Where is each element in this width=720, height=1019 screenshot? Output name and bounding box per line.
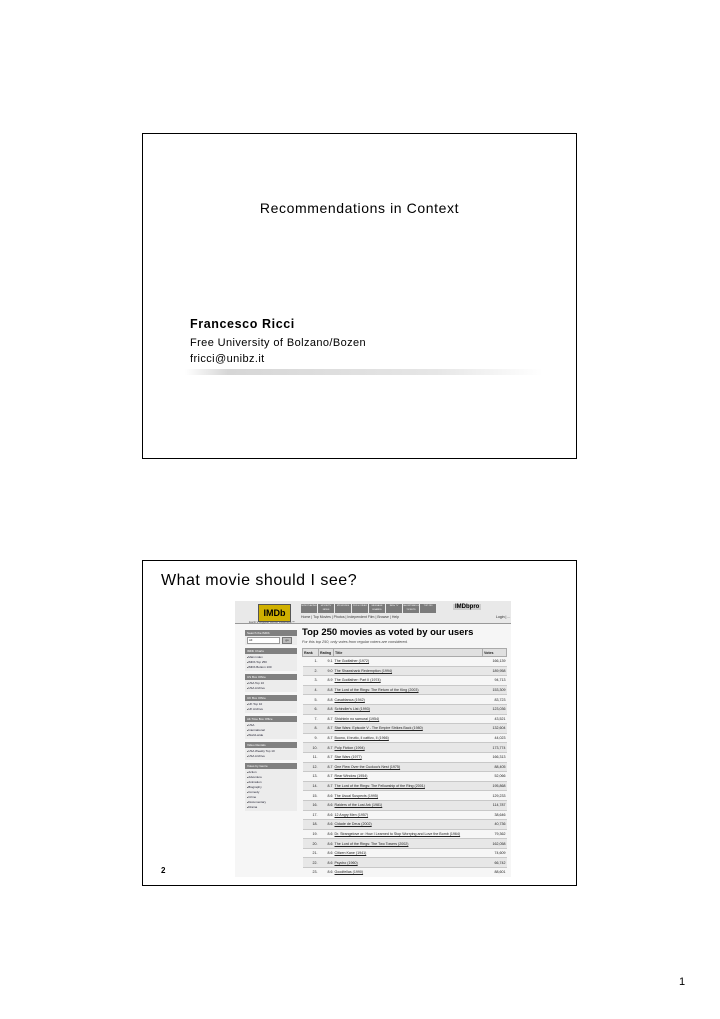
table-row <box>303 791 507 801</box>
rank-cell: 23. <box>303 868 319 877</box>
rank-cell: 12. <box>303 762 319 772</box>
title-cell: Cidade de Deus (2002) <box>334 820 483 830</box>
rank-cell: 3. <box>303 676 319 686</box>
imdb-nav-tab: MESSAGE BOARDS <box>369 604 385 613</box>
votes-cell: 66,742 <box>483 858 507 868</box>
title-cell: The Godfather (1972) <box>334 657 483 667</box>
votes-cell: 166,139 <box>483 657 507 667</box>
rating-cell: 8.7 <box>319 743 334 753</box>
rating-cell: 8.8 <box>319 695 334 705</box>
slide-number: 2 <box>161 866 166 875</box>
rank-cell: 17. <box>303 810 319 820</box>
imdbpro-logo: IMDbpro <box>455 604 480 610</box>
imdb-links-bar: Home | Top Movies | Photos | Independent Film | Browse | Help <box>301 615 400 619</box>
imdb-nav-tab: MOVIE/TV NEWS <box>318 604 334 613</box>
slide-title: What movie should I see? <box>161 572 358 589</box>
rank-cell: 18. <box>303 820 319 830</box>
title-cell: The Lord of the Rings: The Fellowship of the Ring (2001) <box>334 781 483 791</box>
table-body <box>303 657 507 878</box>
rating-cell: 8.6 <box>319 868 334 877</box>
imdb-logo: IMDb <box>258 604 291 622</box>
table-row <box>303 724 507 734</box>
votes-cell: 189,958 <box>483 666 507 676</box>
rank-cell: 4. <box>303 685 319 695</box>
rating-cell: 8.6 <box>319 791 334 801</box>
votes-cell: 40,736 <box>483 820 507 830</box>
imdb-nav-tab: SHOWTIMES & TICKETS <box>403 605 419 611</box>
title-cell: Dr. Strangelove or: How I Learned to Stop Worrying and Love the Bomb (1964) <box>334 829 483 839</box>
email: fricci@unibz.it <box>190 353 265 365</box>
rating-cell: 9.0 <box>319 666 334 676</box>
box-link: ■ USA <box>247 723 295 728</box>
box-link: ■ USA Archive <box>247 686 295 691</box>
rank-cell: 15. <box>303 791 319 801</box>
search-box-header: Search the IMDb <box>245 630 297 636</box>
table-row <box>303 762 507 772</box>
rating-cell: 8.7 <box>319 772 334 782</box>
search-box <box>245 636 297 645</box>
imdb-nav-tab: MY MOVIES <box>335 604 351 613</box>
box-link: ■ IMDb Top 250 <box>247 660 295 665</box>
box-body <box>245 769 297 811</box>
table-row <box>303 714 507 724</box>
top250-subtitle: For this top 250, only votes from regular voters are considered. <box>302 640 408 644</box>
affiliation: Free University of Bolzano/Bozen <box>190 337 367 349</box>
table-row <box>303 820 507 830</box>
title-cell: Star Wars: Episode V - The Empire Strikes Back (1980) <box>334 724 483 734</box>
column-header: Rank <box>303 649 319 657</box>
imdb-nav-tab: DVD & VIDEO <box>352 604 368 613</box>
votes-cell: 195,868 <box>483 781 507 791</box>
box-link: ■ Drama <box>247 805 295 810</box>
votes-cell: 153,309 <box>483 685 507 695</box>
votes-cell: 88,601 <box>483 868 507 877</box>
rank-cell: 20. <box>303 839 319 849</box>
box-link: ■ IMDb Bottom 100 <box>247 665 295 670</box>
votes-cell: 162,058 <box>483 839 507 849</box>
title-cell: Goodfellas (1990) <box>334 868 483 877</box>
votes-cell: 132,604 <box>483 724 507 734</box>
search-go-button: go <box>282 637 292 644</box>
title-cell: Pulp Fiction (1994) <box>334 743 483 753</box>
rating-cell: 8.6 <box>319 839 334 849</box>
table-row <box>303 772 507 782</box>
votes-cell: 83,723 <box>483 695 507 705</box>
table-row <box>303 695 507 705</box>
box-link: ■ World-wide <box>247 733 295 738</box>
page-number: 1 <box>679 976 686 988</box>
box-body <box>245 654 297 671</box>
box-link: ■ Comedy <box>247 790 295 795</box>
rating-cell: 8.7 <box>319 714 334 724</box>
imdb-left-column <box>245 627 297 811</box>
votes-cell: 44,023 <box>483 733 507 743</box>
box-link: ■ Adventure <box>247 775 295 780</box>
rank-cell: 9. <box>303 733 319 743</box>
box-body <box>245 680 297 692</box>
rating-cell: 8.6 <box>319 829 334 839</box>
rating-cell: 8.7 <box>319 733 334 743</box>
title-cell: Schindler's List (1993) <box>334 704 483 714</box>
rank-cell: 1. <box>303 657 319 667</box>
imdb-main <box>302 627 507 877</box>
title-cell: Psycho (1960) <box>334 858 483 868</box>
box-header: IMDb Charts <box>245 648 297 654</box>
title-cell: The Shawshank Redemption (1994) <box>334 666 483 676</box>
imdb-nav-tab: TOP 250 <box>420 604 436 613</box>
rank-cell: 14. <box>303 781 319 791</box>
box-link: ■ USA Top 10 <box>247 681 295 686</box>
rank-cell: 10. <box>303 743 319 753</box>
imdb-screenshot <box>235 601 511 877</box>
table-row <box>303 800 507 810</box>
rating-cell: 8.7 <box>319 724 334 734</box>
rank-cell: 13. <box>303 772 319 782</box>
table-row <box>303 848 507 858</box>
title-cell: Star Wars (1977) <box>334 752 483 762</box>
box-header: All-Time Box Office <box>245 716 297 722</box>
table-row <box>303 676 507 686</box>
imdb-nav-tab: IMDb TV <box>386 604 402 613</box>
rating-cell: 8.6 <box>319 820 334 830</box>
table-row <box>303 868 507 877</box>
table-header-row <box>303 649 507 657</box>
title-cell: The Lord of the Rings: The Return of the King (2003) <box>334 685 483 695</box>
box-link: ■ Biography <box>247 785 295 790</box>
rank-cell: 11. <box>303 752 319 762</box>
title-cell: The Lord of the Rings: The Two Towers (2002) <box>334 839 483 849</box>
rating-cell: 8.6 <box>319 848 334 858</box>
box-link: ■ Documentary <box>247 800 295 805</box>
table-row <box>303 666 507 676</box>
table-row <box>303 733 507 743</box>
rating-cell: 8.7 <box>319 781 334 791</box>
box-link: ■ UK Archive <box>247 707 295 712</box>
rank-cell: 7. <box>303 714 319 724</box>
divider <box>185 369 543 375</box>
imdb-tagline: Earth's Biggest Movie Database™ <box>249 620 295 624</box>
top250-heading: Top 250 movies as voted by our users <box>302 627 474 638</box>
slide-1 <box>142 133 577 459</box>
title-cell: The Usual Suspects (1995) <box>334 791 483 801</box>
top250-table <box>302 648 507 877</box>
box-body <box>245 701 297 713</box>
imdb-top-bar <box>235 601 511 624</box>
table-row <box>303 752 507 762</box>
title-cell: Rear Window (1954) <box>334 772 483 782</box>
box-link: ■ Animation <box>247 780 295 785</box>
table-row <box>303 657 507 667</box>
rank-cell: 6. <box>303 704 319 714</box>
votes-cell: 129,233 <box>483 791 507 801</box>
box-link: ■ International <box>247 728 295 733</box>
box-link: ■ UK Top 10 <box>247 702 295 707</box>
slide-title: Recommendations in Context <box>259 200 460 216</box>
imdb-login-link: Login | ... <box>496 615 511 619</box>
column-header: Title <box>334 649 483 657</box>
box-link: ■ Main index <box>247 655 295 660</box>
rank-cell: 19. <box>303 829 319 839</box>
rank-cell: 2. <box>303 666 319 676</box>
table-row <box>303 743 507 753</box>
box-header: UK Box Office <box>245 695 297 701</box>
box-header: US Box Office <box>245 674 297 680</box>
votes-cell: 43,521 <box>483 714 507 724</box>
title-cell: Buono, il brutto, il cattivo, Il (1966) <box>334 733 483 743</box>
rating-cell: 8.9 <box>319 676 334 686</box>
box-link: ■ USA Archive <box>247 754 295 759</box>
votes-cell: 88,405 <box>483 762 507 772</box>
rank-cell: 5. <box>303 695 319 705</box>
table-row <box>303 858 507 868</box>
box-link: ■ Action <box>247 770 295 775</box>
table-row <box>303 829 507 839</box>
slide-2 <box>142 560 577 886</box>
imdb-nav-tab: NOW PLAYING <box>301 604 317 613</box>
box-link: ■ USA Weekly Top 10 <box>247 749 295 754</box>
title-cell: Shichinin no samurai (1954) <box>334 714 483 724</box>
table-row <box>303 685 507 695</box>
imdb-nav-tabs <box>301 604 436 613</box>
box-body <box>245 722 297 739</box>
rank-cell: 8. <box>303 724 319 734</box>
votes-cell: 79,362 <box>483 829 507 839</box>
box-header: Video Rentals <box>245 742 297 748</box>
votes-cell: 173,774 <box>483 743 507 753</box>
rank-cell: 16. <box>303 800 319 810</box>
title-cell: One Flew Over the Cuckoo's Nest (1975) <box>334 762 483 772</box>
title-cell: Casablanca (1942) <box>334 695 483 705</box>
table-row <box>303 839 507 849</box>
rating-cell: 8.6 <box>319 858 334 868</box>
column-header: Rating <box>319 649 334 657</box>
rating-cell: 8.6 <box>319 810 334 820</box>
votes-cell: 166,313 <box>483 752 507 762</box>
rating-cell: 8.7 <box>319 762 334 772</box>
title-cell: Citizen Kane (1941) <box>334 848 483 858</box>
table-row <box>303 704 507 714</box>
title-cell: 12 Angry Men (1957) <box>334 810 483 820</box>
box-body <box>245 748 297 760</box>
author-name: Francesco Ricci <box>190 317 295 331</box>
rating-cell: 8.8 <box>319 704 334 714</box>
votes-cell: 114,787 <box>483 800 507 810</box>
rank-cell: 22. <box>303 858 319 868</box>
title-cell: The Godfather: Part II (1974) <box>334 676 483 686</box>
votes-cell: 94,713 <box>483 676 507 686</box>
rank-cell: 21. <box>303 848 319 858</box>
votes-cell: 74,609 <box>483 848 507 858</box>
title-cell: Raiders of the Lost Ark (1981) <box>334 800 483 810</box>
chart-boxes <box>245 648 297 811</box>
votes-cell: 123,036 <box>483 704 507 714</box>
box-header: Votes by Genre <box>245 763 297 769</box>
table-row <box>303 810 507 820</box>
rating-cell: 8.6 <box>319 800 334 810</box>
rating-cell: 8.8 <box>319 685 334 695</box>
rating-cell: 8.7 <box>319 752 334 762</box>
box-link: ■ Crime <box>247 795 295 800</box>
votes-cell: 52,066 <box>483 772 507 782</box>
votes-cell: 38,646 <box>483 810 507 820</box>
column-header: Votes <box>483 649 507 657</box>
search-select: All <box>247 637 280 644</box>
table-row <box>303 781 507 791</box>
rating-cell: 9.1 <box>319 657 334 667</box>
